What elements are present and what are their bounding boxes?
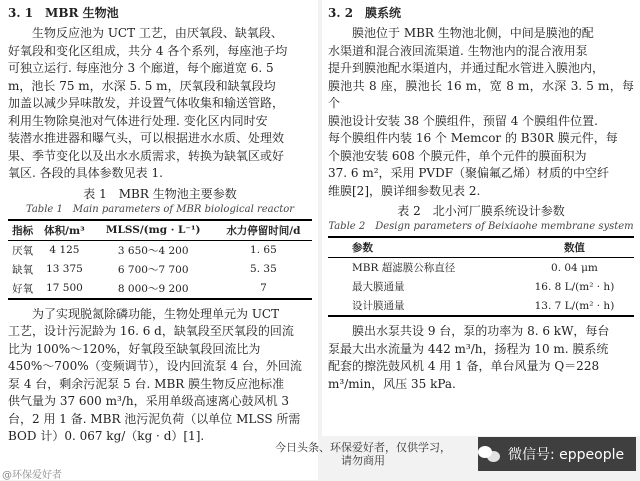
- text-line: 配套的擦洗鼓风机 4 用 1 备，单台风量为 Q＝228: [328, 359, 600, 373]
- column-header: 水力停留时间/d: [215, 220, 312, 241]
- table-cell: 6 700～7 700: [117, 263, 189, 276]
- table-caption: 表 2 北小河厂膜系统设计参数: [397, 204, 565, 218]
- text-line: 供气量为 37 600 m³/h，采用单级高速离心鼓风机 3: [8, 394, 290, 408]
- table-cell: 13. 7 L/(m² · h): [515, 296, 634, 316]
- table-cell: 缺氧: [12, 263, 34, 276]
- table-cell: 设计膜通量: [328, 296, 515, 316]
- table-row: [328, 277, 634, 296]
- text-line: 装潜水推进器和曝气头，可以根据进水水质、处理效: [8, 131, 285, 145]
- column-header: 数值: [515, 237, 634, 258]
- text-line: 台，2 用 1 备. MBR 池污泥负荷（以单位 MLSS 所需: [8, 411, 301, 426]
- text-line: 每个膜组件内装 16 个 Memcor 的 B30R 膜元件，每: [328, 131, 618, 145]
- text-line: 膜池位于 MBR 生物池北侧，中间是膜池的配: [352, 26, 594, 40]
- table-cell: 3 650～4 200: [117, 244, 189, 257]
- text-line: 氧区. 各段的具体参数见表 1.: [8, 166, 163, 180]
- table-row: [8, 260, 312, 279]
- section-title: 3. 2 膜系统: [328, 6, 402, 20]
- table-row: [8, 240, 312, 260]
- table-header-row: [8, 220, 312, 241]
- table-cell: 8 000～9 200: [92, 279, 215, 299]
- column-header: MLSS/(mg · L⁻¹): [92, 220, 215, 241]
- table-cell: MBR 超滤膜公称直径: [352, 262, 456, 274]
- table-caption: 表 1 MBR 生物池主要参数: [83, 186, 237, 201]
- membrane-parameter-table: [328, 236, 634, 317]
- table-cell: 好氧: [8, 279, 37, 299]
- table-cell: 5. 35: [250, 263, 277, 275]
- table-cell: 16. 8 L/(m² · h): [534, 280, 615, 293]
- table-row: [328, 258, 634, 278]
- text-line: 泵 4 台，剩余污泥泵 5 台. MBR 膜生物反应池标准: [8, 376, 285, 391]
- text-line: 为了实现脱氮除磷功能，生物处理单元为 UCT: [32, 306, 280, 321]
- paragraph: [328, 323, 634, 393]
- paragraph: [328, 25, 634, 200]
- text-line: 好氧段和变化区组成，共分 4 各个系列，每座池子均: [8, 43, 288, 58]
- text-line: 生物反应池为 UCT 工艺，由厌氧段、缺氧段、: [32, 26, 283, 40]
- wechat-badge[interactable]: [478, 437, 636, 471]
- text-line: m，池长 75 m，水深 5. 5 m，厌氧段和缺氧段均: [8, 78, 276, 93]
- text-line: 37. 6 m²，采用 PVDF（聚偏氟乙烯）材质的中空纤: [328, 166, 610, 180]
- text-line: 450%～700%（变频调节），设内回流泵 4 台，外回流: [8, 359, 302, 373]
- watermark-note-line: 请勿商用: [341, 454, 385, 467]
- text-line: 膜出水泵共设 9 台，泵的功率为 8. 6 kW，每台: [352, 324, 610, 338]
- text-line: BOD 计）0. 067 kg/（kg · d）[1].: [8, 429, 205, 443]
- table-cell: 厌氧: [12, 244, 34, 257]
- table-cell: 0. 04 μm: [551, 261, 598, 274]
- left-column: [0, 0, 318, 480]
- source-watermark: @环保爱好者: [2, 470, 62, 481]
- wechat-id-text: 微信号: eppeople: [508, 447, 625, 463]
- text-line: 加盖以减少异味散发，并设置气体收集和输送管路，: [8, 96, 285, 110]
- column-header: 参数: [328, 237, 515, 258]
- text-line: m³/min，风压 35 kPa.: [328, 376, 456, 391]
- table-caption-english: Table 1 Main parameters of MBR biological reactor: [25, 203, 295, 215]
- watermark-note-line: 今日头条、环保爱好者，仅供学习，: [275, 441, 451, 454]
- table-row: [8, 279, 312, 299]
- table-cell: 4 125: [49, 244, 80, 256]
- watermark-note: [253, 441, 473, 467]
- paragraph: [8, 306, 312, 446]
- table-cell: 1. 65: [250, 244, 277, 256]
- table-caption-english: Table 2 Design parameters of Beixiaohe membrane system: [328, 221, 634, 232]
- text-line: 利用生物除臭池对气体进行处理. 变化区内同时安: [8, 113, 268, 128]
- paragraph: [8, 25, 312, 183]
- table-cell: 17 500: [37, 279, 91, 299]
- text-line: 泵最大出水流量为 442 m³/h，扬程为 10 m. 膜系统: [328, 341, 609, 356]
- text-line: 水渠道和混合液回流渠道. 生物池内的混合液用泵: [328, 43, 588, 58]
- text-line: 果、季节变化以及出水水质需求，转换为缺氧区或好: [8, 148, 285, 163]
- text-line: 膜池共 8 座，膜池长 16 m，宽 8 m，水深 3. 5 m，每个: [328, 78, 634, 110]
- text-line: 个膜池安装 608 个膜元件，单个元件的膜面积为: [328, 148, 587, 163]
- wechat-icon: [478, 444, 502, 464]
- text-line: 提升到膜池配水渠道内，并通过配水管进入膜池内，: [328, 61, 605, 75]
- text-line: 比为 100%～120%，好氧段至缺氧段回流比为: [8, 341, 261, 356]
- column-header: 体积/m³: [37, 220, 91, 241]
- text-line: 膜池设计安装 38 个膜组件，预留 4 个膜组件位置.: [328, 113, 598, 128]
- table-cell: 7: [215, 279, 312, 299]
- text-line: 可独立运行. 每座池分 3 个廊道，每个廊道宽 6. 5: [8, 61, 274, 75]
- table-cell: 13 375: [46, 263, 83, 275]
- table-row: [328, 296, 634, 316]
- parameter-table: [8, 219, 312, 300]
- text-line: 工艺，设计污泥龄为 16. 6 d，缺氧段至厌氧段的回流: [8, 324, 294, 338]
- right-column: [322, 0, 640, 436]
- section-title: 3. 1 MBR 生物池: [8, 6, 119, 20]
- table-cell: 最大膜通量: [352, 281, 405, 293]
- column-header: 指标: [8, 220, 37, 241]
- table-header-row: [328, 237, 634, 258]
- text-line: 维膜[2]，膜详细参数见表 2.: [328, 183, 481, 198]
